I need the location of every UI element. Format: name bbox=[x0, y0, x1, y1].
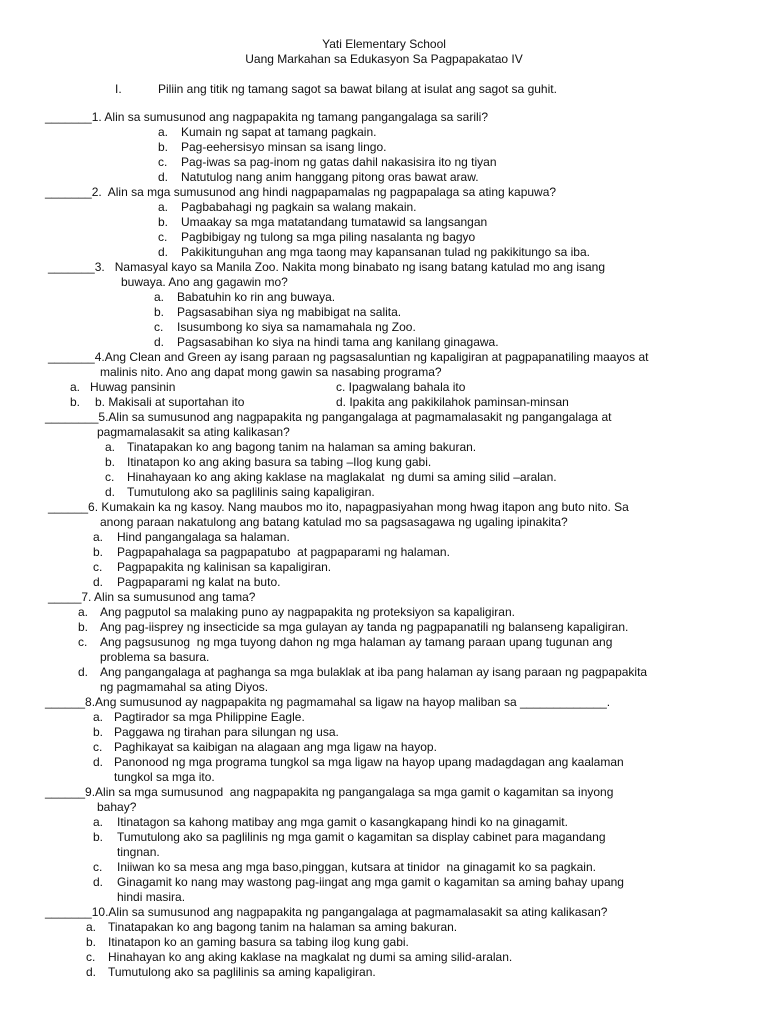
choice-text: Hinahayaan ko ang aking kaklase na maglakalat ng dumi sa aming silid –aralan. bbox=[127, 470, 557, 484]
choice-text-cont: problema sa basura. bbox=[100, 650, 210, 664]
choice-letter: c. bbox=[78, 635, 88, 649]
choice-letter: b. bbox=[70, 395, 81, 409]
question-6-stem: ______6. Kumakain ka ng kasoy. Nang maubos mo ito, napagpasiyahan mong hwag itapon ang buto nito. Sa bbox=[48, 500, 629, 514]
choice-text: Pagpapakita ng kalinisan sa kapaligiran. bbox=[117, 560, 332, 574]
choice-text: Pakikitunguhan ang mga taong may kapansanan tulad ng pakikitungo sa iba. bbox=[181, 245, 590, 259]
choice-letter: c. bbox=[158, 230, 168, 244]
choice-letter: a. bbox=[93, 530, 104, 544]
choice-letter: b. bbox=[93, 830, 104, 844]
choice-letter: b. bbox=[93, 725, 104, 739]
choice-letter: a. bbox=[158, 200, 169, 214]
choice-text: Hind pangangalaga sa halaman. bbox=[117, 530, 290, 544]
choice-letter: d. bbox=[105, 485, 116, 499]
choice-letter: c. bbox=[86, 950, 96, 964]
choice-letter: c. bbox=[93, 560, 103, 574]
choice-letter: a. bbox=[154, 290, 165, 304]
choice-text-cont: tungkol sa mga ito. bbox=[114, 770, 215, 784]
choice-letter: c. bbox=[93, 860, 103, 874]
question-7-stem: _____7. Alin sa sumusunod ang tama? bbox=[48, 590, 256, 604]
choice-letter: a. bbox=[105, 440, 116, 454]
choice-text: Ginagamit ko nang may wastong pag-iingat ang mga gamit o kagamitan sa aming bahay upang bbox=[117, 875, 624, 889]
instruction-number: I. bbox=[115, 82, 122, 96]
choice-letter: a. bbox=[70, 380, 81, 394]
choice-text: Itinatapon ko an gaming basura sa tabing ilog kung gabi. bbox=[108, 935, 409, 949]
choice-text: b. Makisali at suportahan ito bbox=[95, 395, 245, 409]
choice-text: Pagtirador sa mga Philippine Eagle. bbox=[114, 710, 305, 724]
choice-letter: c. bbox=[93, 740, 103, 754]
choice-text: Tinatapakan ko ang bagong tanim na halaman sa aming bakuran. bbox=[108, 920, 458, 934]
choice-text: Tinatapakan ko ang bagong tanim na halaman sa aming bakuran. bbox=[127, 440, 477, 454]
choice-text: c. Ipagwalang bahala ito bbox=[336, 380, 466, 394]
choice-letter: d. bbox=[158, 245, 169, 259]
choice-text: Ang pangangalaga at paghanga sa mga bulaklak at iba pang halaman ay isang paraan ng pagpapakita bbox=[100, 665, 648, 679]
choice-letter: c. bbox=[154, 320, 164, 334]
choice-letter: d. bbox=[158, 170, 169, 184]
question-9-stem-cont: bahay? bbox=[97, 800, 137, 814]
choice-text: Ang pagputol sa malaking puno ay nagpapakita ng proteksiyon sa kapaligiran. bbox=[100, 605, 515, 619]
exam-title: Uang Markahan sa Edukasyon Sa Pagpapakatao IV bbox=[245, 52, 523, 66]
choice-text: Natutulog nang anim hanggang pitong oras bawat araw. bbox=[181, 170, 479, 184]
choice-text: Itinatagon sa kahong matibay ang mga gamit o kasangkapang hindi ko na ginagamit. bbox=[117, 815, 568, 829]
choice-text: Kumain ng sapat at tamang pagkain. bbox=[181, 125, 377, 139]
choice-text: Hinahayan ko ang aking kaklase na magkalat ng dumi sa aming silid-aralan. bbox=[108, 950, 513, 964]
question-3-stem: _______3. Namasyal kayo sa Manila Zoo. Nakita mong binabato ng isang batang katulad mo ang isang bbox=[48, 260, 606, 274]
choice-text: Pagsasabihan siya ng mabibigat na salita. bbox=[177, 305, 402, 319]
choice-letter: c. bbox=[105, 470, 115, 484]
choice-text: Paggawa ng tirahan para silungan ng usa. bbox=[114, 725, 339, 739]
choice-text: Pag-iwas sa pag-inom ng gatas dahil nakasisira ito ng tiyan bbox=[181, 155, 497, 169]
question-10-stem: _______10.Alin sa sumusunod ang nagpapakita ng pangangalaga at pagmamalasakit sa ating kalikasan? bbox=[45, 905, 608, 919]
choice-text: Tumutulong ako sa paglilinis saing kapaligiran. bbox=[127, 485, 375, 499]
choice-letter: d. bbox=[86, 965, 97, 979]
choice-letter: d. bbox=[93, 575, 104, 589]
choice-text-cont: hindi masira. bbox=[117, 890, 186, 904]
choice-letter: d. bbox=[93, 755, 104, 769]
choice-text: Tumutulong ako sa paglilinis ng mga gamit o kagamitan sa display cabinet para magandang bbox=[117, 830, 606, 844]
choice-text: Panonood ng mga programa tungkol sa mga ligaw na hayop upang madagdagan ang kaalaman bbox=[114, 755, 624, 769]
question-4-stem: _______4.Ang Clean and Green ay isang paraan ng pagsasaluntian ng kapaligiran at pagpapanatiling maayos at bbox=[48, 350, 649, 364]
choice-text: Pagbibigay ng tulong sa mga piling nasalanta ng bagyo bbox=[181, 230, 476, 244]
choice-letter: a. bbox=[78, 605, 89, 619]
choice-letter: b. bbox=[158, 215, 169, 229]
choice-letter: a. bbox=[93, 710, 104, 724]
choice-text-cont: tingnan. bbox=[117, 845, 160, 859]
choice-letter: b. bbox=[105, 455, 116, 469]
choice-letter: b. bbox=[93, 545, 104, 559]
question-6-stem-cont: anong paraan nakatulong ang batang katulad mo sa pagsasagawa ng ugaling ipinakita? bbox=[100, 515, 568, 529]
choice-text-cont: ng pagmamahal sa ating Diyos. bbox=[100, 680, 269, 694]
question-1-stem: _______1. Alin sa sumusunod ang nagpapakita ng tamang pangangalaga sa sarili? bbox=[45, 110, 489, 124]
choice-letter: a. bbox=[158, 125, 169, 139]
choice-letter: d. bbox=[78, 665, 89, 679]
choice-letter: c. bbox=[158, 155, 168, 169]
choice-letter: b. bbox=[78, 620, 89, 634]
choice-text: Ang pagsusunog ng mga tuyong dahon ng mga halaman ay tamang paraan upang tugunan ang bbox=[100, 635, 613, 649]
choice-text: Huwag pansinin bbox=[90, 380, 176, 394]
choice-text: Pagpaparami ng kalat na buto. bbox=[117, 575, 281, 589]
choice-letter: a. bbox=[93, 815, 104, 829]
choice-text: Pagsasabihan ko siya na hindi tama ang kanilang ginagawa. bbox=[177, 335, 499, 349]
question-2-stem: _______2. Alin sa mga sumusunod ang hindi nagpapamalas ng pagpapalaga sa ating kapuwa? bbox=[45, 185, 557, 199]
choice-text: Pagbabahagi ng pagkain sa walang makain. bbox=[181, 200, 417, 214]
choice-text: Umaakay sa mga matatandang tumatawid sa langsangan bbox=[181, 215, 488, 229]
choice-letter: d. bbox=[154, 335, 165, 349]
question-3-stem-cont: buwaya. Ano ang gagawin mo? bbox=[121, 275, 288, 289]
choice-text: Tumutulong ako sa paglilinis sa aming kapaligiran. bbox=[108, 965, 376, 979]
question-5-stem: ________5.Alin sa sumusunod ang nagpapakita ng pangangalaga at pagmamalasakit ng pangangalaga at bbox=[45, 410, 612, 424]
choice-letter: b. bbox=[154, 305, 165, 319]
choice-text: Paghikayat sa kaibigan na alagaan ang mga ligaw na hayop. bbox=[114, 740, 437, 754]
choice-text: Babatuhin ko rin ang buwaya. bbox=[177, 290, 336, 304]
choice-letter: d. bbox=[93, 875, 104, 889]
question-5-stem-cont: pagmamalasakit sa ating kalikasan? bbox=[97, 425, 290, 439]
choice-text: Pagpapahalaga sa pagpapatubo at pagpaparami ng halaman. bbox=[117, 545, 450, 559]
choice-text: Isusumbong ko siya sa namamahala ng Zoo. bbox=[177, 320, 416, 334]
choice-text: Pag-eehersisyo minsan sa isang lingo. bbox=[181, 140, 387, 154]
instruction-text: Piliin ang titik ng tamang sagot sa bawat bilang at isulat ang sagot sa guhit. bbox=[158, 82, 557, 96]
choice-letter: b. bbox=[158, 140, 169, 154]
choice-text: Itinatapon ko ang aking basura sa tabing –Ilog kung gabi. bbox=[127, 455, 432, 469]
question-8-stem: ______8.Ang sumusunod ay nagpapakita ng pagmamahal sa ligaw na hayop maliban sa _____________. bbox=[45, 695, 611, 709]
question-9-stem: ______9.Alin sa mga sumusunod ang nagpapakita ng pangangalaga sa mga gamit o kagamitan sa inyong bbox=[45, 785, 614, 799]
school-name: Yati Elementary School bbox=[322, 37, 446, 51]
choice-text: d. Ipakita ang pakikilahok paminsan-minsan bbox=[336, 395, 569, 409]
choice-text: Iniiwan ko sa mesa ang mga baso,pinggan, kutsara at tinidor na ginagamit ko sa pagkain. bbox=[117, 860, 596, 874]
choice-letter: a. bbox=[86, 920, 97, 934]
choice-letter: b. bbox=[86, 935, 97, 949]
question-4-stem-cont: malinis nito. Ano ang dapat mong gawin sa nasabing programa? bbox=[100, 365, 442, 379]
choice-text: Ang pag-iisprey ng insecticide sa mga gulayan ay tanda ng pagpapanatili ng balanseng kapaligiran. bbox=[100, 620, 629, 634]
